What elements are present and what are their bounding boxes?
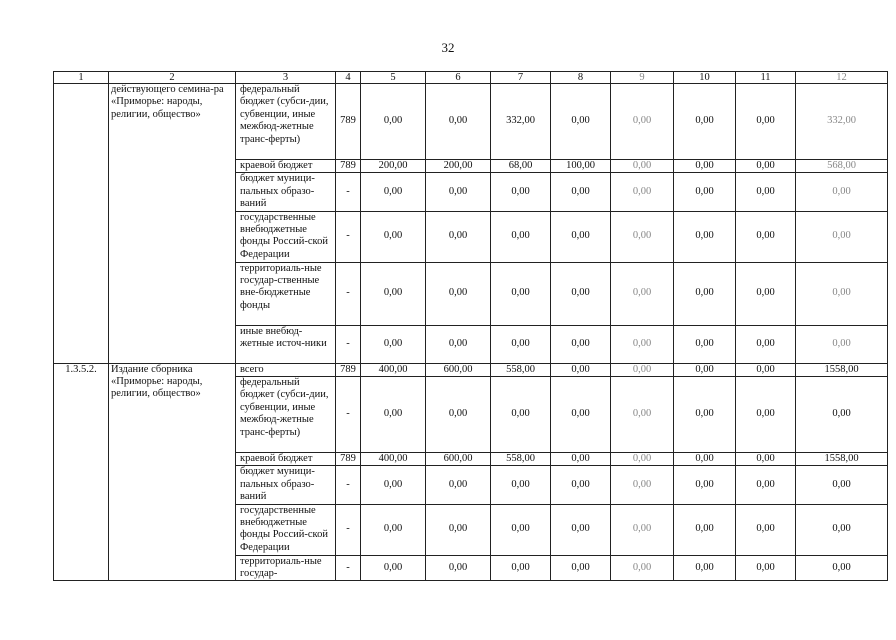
value-cell-c12: 0,00 (796, 325, 888, 363)
value-cell-c12: 568,00 (796, 160, 888, 173)
funding-source: территориаль-ные государ- (236, 555, 336, 581)
value-cell-c8: 0,00 (551, 211, 611, 262)
value-cell-c8: 0,00 (551, 453, 611, 466)
item-code: 1.3.5.2. (54, 363, 109, 581)
value-cell-c5: 0,00 (361, 173, 426, 211)
value-cell-c12: 332,00 (796, 84, 888, 160)
value-cell-c12: 0,00 (796, 377, 888, 453)
value-cell-c11: 0,00 (736, 325, 796, 363)
funding-source: федеральный бюджет (субси-дии, субвенции, иные межбюд-жетные транс-ферты) (236, 84, 336, 160)
value-cell-c10: 0,00 (674, 84, 736, 160)
value-cell-c11: 0,00 (736, 504, 796, 555)
value-cell-c9: 0,00 (611, 466, 674, 504)
value-cell-c11: 0,00 (736, 160, 796, 173)
value-cell-c6: 0,00 (426, 211, 491, 262)
value-cell-c11: 0,00 (736, 363, 796, 376)
funding-source: иные внебюд-жетные источ-ники (236, 325, 336, 363)
value-cell-c10: 0,00 (674, 377, 736, 453)
value-cell-c8: 0,00 (551, 173, 611, 211)
value-cell-c8: 0,00 (551, 466, 611, 504)
funding-source: всего (236, 363, 336, 376)
value-cell-c7: 0,00 (491, 466, 551, 504)
value-cell-c5: 0,00 (361, 555, 426, 581)
value-cell-c9: 0,00 (611, 325, 674, 363)
value-cell-c6: 0,00 (426, 504, 491, 555)
value-cell-c8: 0,00 (551, 84, 611, 160)
value-cell-c8: 0,00 (551, 555, 611, 581)
value-cell-c9: 0,00 (611, 84, 674, 160)
value-cell-c5: 400,00 (361, 453, 426, 466)
header-cell: 9 (611, 72, 674, 84)
value-cell-c4: - (336, 466, 361, 504)
value-cell-c7: 0,00 (491, 504, 551, 555)
value-cell-c12: 1558,00 (796, 453, 888, 466)
header-cell: 7 (491, 72, 551, 84)
value-cell-c10: 0,00 (674, 555, 736, 581)
value-cell-c10: 0,00 (674, 325, 736, 363)
value-cell-c7: 558,00 (491, 453, 551, 466)
value-cell-c12: 0,00 (796, 262, 888, 325)
value-cell-c9: 0,00 (611, 211, 674, 262)
value-cell-c12: 0,00 (796, 466, 888, 504)
value-cell-c12: 0,00 (796, 211, 888, 262)
value-cell-c8: 0,00 (551, 325, 611, 363)
value-cell-c6: 200,00 (426, 160, 491, 173)
value-cell-c7: 0,00 (491, 173, 551, 211)
header-cell: 12 (796, 72, 888, 84)
value-cell-c12: 0,00 (796, 555, 888, 581)
value-cell-c4: - (336, 504, 361, 555)
value-cell-c4: 789 (336, 84, 361, 160)
value-cell-c8: 0,00 (551, 363, 611, 376)
header-cell: 4 (336, 72, 361, 84)
value-cell-c5: 0,00 (361, 211, 426, 262)
value-cell-c7: 0,00 (491, 211, 551, 262)
item-code (54, 84, 109, 364)
value-cell-c6: 600,00 (426, 363, 491, 376)
value-cell-c8: 0,00 (551, 377, 611, 453)
value-cell-c4: 789 (336, 363, 361, 376)
value-cell-c4: - (336, 377, 361, 453)
value-cell-c12: 0,00 (796, 504, 888, 555)
value-cell-c8: 100,00 (551, 160, 611, 173)
budget-table (53, 71, 888, 581)
value-cell-c10: 0,00 (674, 173, 736, 211)
item-name: действующего семина-ра «Приморье: народы, религии, общество» (109, 84, 236, 364)
value-cell-c6: 600,00 (426, 453, 491, 466)
value-cell-c11: 0,00 (736, 173, 796, 211)
value-cell-c9: 0,00 (611, 262, 674, 325)
value-cell-c11: 0,00 (736, 262, 796, 325)
funding-source: государственные внебюджетные фонды Россий-ской Федерации (236, 211, 336, 262)
value-cell-c9: 0,00 (611, 555, 674, 581)
value-cell-c11: 0,00 (736, 84, 796, 160)
value-cell-c5: 0,00 (361, 262, 426, 325)
header-cell: 6 (426, 72, 491, 84)
header-cell: 10 (674, 72, 736, 84)
table-row (54, 363, 888, 376)
value-cell-c6: 0,00 (426, 325, 491, 363)
value-cell-c4: - (336, 325, 361, 363)
value-cell-c5: 0,00 (361, 466, 426, 504)
value-cell-c11: 0,00 (736, 377, 796, 453)
value-cell-c10: 0,00 (674, 466, 736, 504)
value-cell-c10: 0,00 (674, 363, 736, 376)
value-cell-c8: 0,00 (551, 262, 611, 325)
value-cell-c5: 400,00 (361, 363, 426, 376)
value-cell-c4: 789 (336, 453, 361, 466)
value-cell-c6: 0,00 (426, 262, 491, 325)
value-cell-c4: - (336, 211, 361, 262)
funding-source: государственные внебюджетные фонды Россий-ской Федерации (236, 504, 336, 555)
value-cell-c11: 0,00 (736, 555, 796, 581)
value-cell-c6: 0,00 (426, 84, 491, 160)
header-cell: 1 (54, 72, 109, 84)
item-name: Издание сборника «Приморье: народы, религии, общество» (109, 363, 236, 581)
value-cell-c6: 0,00 (426, 173, 491, 211)
header-row (54, 72, 888, 84)
value-cell-c4: - (336, 173, 361, 211)
value-cell-c7: 558,00 (491, 363, 551, 376)
value-cell-c9: 0,00 (611, 173, 674, 211)
value-cell-c7: 0,00 (491, 377, 551, 453)
header-cell: 5 (361, 72, 426, 84)
value-cell-c5: 200,00 (361, 160, 426, 173)
header-cell: 3 (236, 72, 336, 84)
value-cell-c10: 0,00 (674, 262, 736, 325)
value-cell-c6: 0,00 (426, 466, 491, 504)
value-cell-c7: 0,00 (491, 325, 551, 363)
value-cell-c5: 0,00 (361, 84, 426, 160)
value-cell-c9: 0,00 (611, 504, 674, 555)
page-number: 32 (441, 40, 455, 55)
value-cell-c7: 0,00 (491, 262, 551, 325)
funding-source: бюджет муници-пальных образо-ваний (236, 466, 336, 504)
value-cell-c8: 0,00 (551, 504, 611, 555)
value-cell-c10: 0,00 (674, 211, 736, 262)
value-cell-c10: 0,00 (674, 504, 736, 555)
header-cell: 8 (551, 72, 611, 84)
funding-source: бюджет муници-пальных образо-ваний (236, 173, 336, 211)
value-cell-c9: 0,00 (611, 377, 674, 453)
value-cell-c12: 1558,00 (796, 363, 888, 376)
value-cell-c10: 0,00 (674, 160, 736, 173)
value-cell-c5: 0,00 (361, 377, 426, 453)
funding-source: федеральный бюджет (субси-дии, субвенции, иные межбюд-жетные транс-ферты) (236, 377, 336, 453)
funding-source: территориаль-ные государ-ственные вне-бюджетные фонды (236, 262, 336, 325)
value-cell-c9: 0,00 (611, 453, 674, 466)
value-cell-c5: 0,00 (361, 504, 426, 555)
value-cell-c7: 68,00 (491, 160, 551, 173)
value-cell-c4: - (336, 262, 361, 325)
value-cell-c5: 0,00 (361, 325, 426, 363)
value-cell-c11: 0,00 (736, 211, 796, 262)
value-cell-c6: 0,00 (426, 555, 491, 581)
value-cell-c9: 0,00 (611, 160, 674, 173)
header-cell: 11 (736, 72, 796, 84)
funding-source: краевой бюджет (236, 160, 336, 173)
table-row (54, 84, 888, 160)
value-cell-c11: 0,00 (736, 466, 796, 504)
value-cell-c7: 0,00 (491, 555, 551, 581)
value-cell-c10: 0,00 (674, 453, 736, 466)
header-cell: 2 (109, 72, 236, 84)
value-cell-c4: 789 (336, 160, 361, 173)
funding-source: краевой бюджет (236, 453, 336, 466)
value-cell-c9: 0,00 (611, 363, 674, 376)
value-cell-c7: 332,00 (491, 84, 551, 160)
value-cell-c6: 0,00 (426, 377, 491, 453)
value-cell-c11: 0,00 (736, 453, 796, 466)
value-cell-c12: 0,00 (796, 173, 888, 211)
value-cell-c4: - (336, 555, 361, 581)
